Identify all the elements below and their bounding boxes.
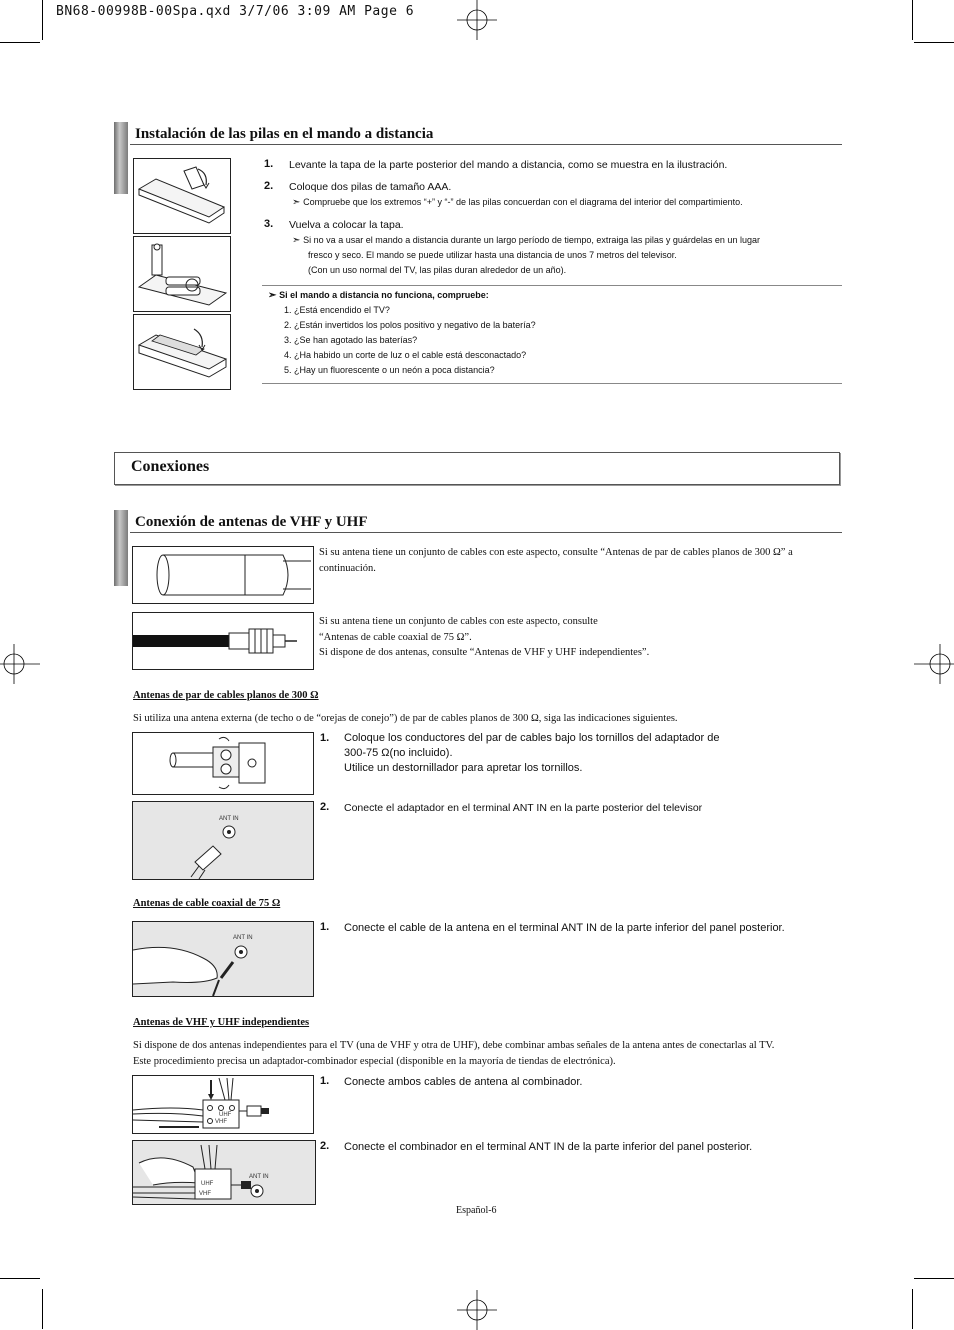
step-number: 3.	[264, 218, 274, 230]
step-text: Conecte el adaptador en el terminal ANT IN en la parte posterior del televisor	[344, 802, 703, 814]
check-item: 2. ¿Están invertidos los polos positivo y negativo de la batería?	[284, 320, 536, 330]
uhf-label: UHF	[201, 1181, 214, 1187]
coax-antenna-heading: Antenas de cable coaxial de 75 Ω	[133, 898, 281, 909]
combiner-ant-in-illustration	[132, 1140, 316, 1205]
crop-mark	[42, 0, 43, 40]
step-text: Vuelva a colocar la tapa.	[289, 219, 404, 231]
crop-mark	[912, 1289, 913, 1329]
crop-mark	[0, 1278, 40, 1279]
step-text: Levante la tapa de la parte posterior del mando a distancia, como se muestra en la ilustración.	[289, 159, 728, 171]
note: ➣ Si no va a usar el mando a distancia durante un largo período de tiempo, extraiga las pilas y guárdelas en un lugar	[292, 235, 760, 246]
check-item: 4. ¿Ha habido un corte de luz o el cable está desconactado?	[284, 350, 527, 360]
check-box-bottom-rule	[262, 383, 842, 384]
adapter-ant-in-illustration	[132, 801, 314, 880]
arrow-icon: ➣	[292, 235, 304, 246]
ant-in-label: ANT IN	[249, 1174, 269, 1180]
step-number: 1.	[320, 1075, 330, 1087]
step-text: Conecte ambos cables de antena al combinador.	[344, 1076, 583, 1088]
crop-mark	[0, 42, 40, 43]
section-bar	[114, 122, 128, 194]
check-item: 1. ¿Está encendido el TV?	[284, 305, 390, 315]
arrow-icon: ➣	[292, 197, 304, 208]
remote-batteries-illustration	[133, 236, 231, 312]
check-item: 5. ¿Hay un fluorescente o un neón a poca distancia?	[284, 365, 495, 375]
connections-title: Conexiones	[131, 458, 210, 475]
adapter-screws-illustration	[132, 732, 314, 795]
step-text: Conecte el cable de la antena en el terminal ANT IN de la parte inferior del panel posterior.	[344, 922, 785, 934]
section-rule	[130, 144, 842, 145]
check-title: ➣ Si el mando a distancia no funciona, compruebe:	[268, 290, 489, 301]
coax-cable-description: Si su antena tiene un conjunto de cables con este aspecto, consulte “Antenas de cable coaxial de 75 Ω”. Si dispone de dos antenas, consulte “Antenas de VHF y UHF independientes”.	[319, 616, 650, 658]
check-item: 3. ¿Se han agotado las baterías?	[284, 335, 418, 345]
combiner-illustration	[132, 1075, 314, 1134]
flat-cable-illustration	[132, 546, 314, 604]
note: ➣ Compruebe que los extremos “+” y “-” de las pilas concuerdan con el diagrama del interior del compartimiento.	[292, 197, 743, 208]
separate-antenna-heading: Antenas de VHF y UHF independientes	[133, 1017, 310, 1028]
registration-mark-icon	[914, 644, 954, 684]
coax-ant-in-illustration	[132, 921, 314, 997]
registration-mark-icon	[457, 1290, 497, 1330]
crop-mark	[914, 1278, 954, 1279]
flat-antenna-intro: Si utiliza una antena externa (de techo o de “orejas de conejo”) de par de cables planos de 300 Ω, siga las indicaciones siguientes.	[133, 713, 678, 724]
note-line: fresco y seco. El mando se puede utilizar hasta una distancia de unos 7 metros del televisor.	[308, 250, 677, 260]
ant-in-label: ANT IN	[233, 935, 253, 941]
step-number: 2.	[264, 180, 274, 192]
registration-mark-icon	[457, 0, 497, 40]
flat-cable-description: Si su antena tiene un conjunto de cables con este aspecto, consulte “Antenas de par de cables planos de 300 Ω” a continuación.	[319, 547, 793, 574]
check-box-top-rule	[262, 285, 842, 286]
registration-mark-icon	[0, 644, 40, 684]
step-number: 2.	[320, 1140, 330, 1152]
print-header: BN68-00998B-00Spa.qxd 3/7/06 3:09 AM Page 6	[56, 4, 415, 19]
remote-close-cover-illustration	[133, 314, 231, 390]
section-bar	[114, 510, 128, 586]
remote-open-cover-illustration	[133, 158, 231, 234]
connections-title-box	[114, 452, 840, 485]
arrow-icon: ➣	[268, 290, 280, 301]
step-number: 1.	[320, 921, 330, 933]
step-text: Coloque los conductores del par de cables bajo los tornillos del adaptador de 300-75 Ω(no incluido). Utilice un destornillador para apretar los tornillos.	[344, 732, 720, 774]
page-number: Español-6	[456, 1205, 497, 1216]
step-number: 2.	[320, 801, 330, 813]
section-rule	[130, 532, 842, 533]
uhf-label: UHF	[219, 1112, 232, 1118]
coax-cable-illustration	[132, 612, 314, 670]
separate-antenna-intro: Si dispone de dos antenas independientes para el TV (una de VHF y otra de UHF), debe combinar ambas señales de la antena antes de conectarlas al TV. Este procedimiento precisa un adaptador-combinador especial (disponible en la mayoría de tiendas de electrónica).	[133, 1040, 775, 1067]
step-text: Conecte el combinador en el terminal ANT IN de la parte inferior del panel posterior.	[344, 1141, 753, 1153]
ant-in-label: ANT IN	[219, 816, 239, 822]
step-text: Coloque dos pilas de tamaño AAA.	[289, 181, 452, 193]
step-number: 1.	[264, 158, 274, 170]
step-number: 1.	[320, 732, 330, 744]
crop-mark	[912, 0, 913, 40]
vhf-label: VHF	[215, 1119, 227, 1125]
antenna-section-title: Conexión de antenas de VHF y UHF	[135, 514, 368, 530]
crop-mark	[914, 42, 954, 43]
note-line: (Con un uso normal del TV, las pilas duran alrededor de un año).	[308, 265, 567, 275]
battery-section-title: Instalación de las pilas en el mando a distancia	[135, 126, 434, 142]
crop-mark	[42, 1289, 43, 1329]
flat-antenna-heading: Antenas de par de cables planos de 300 Ω	[133, 690, 319, 701]
vhf-label: VHF	[199, 1191, 211, 1197]
